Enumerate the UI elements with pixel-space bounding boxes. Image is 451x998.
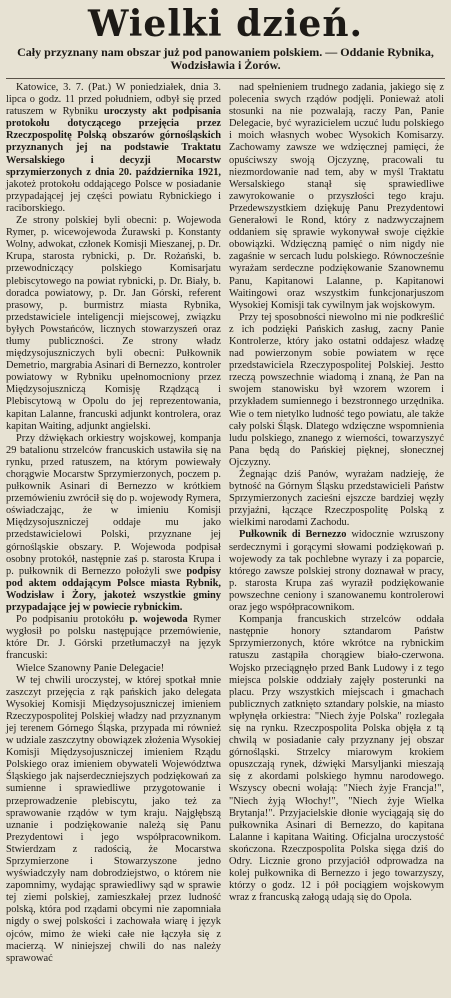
paragraph-text: Przy dźwiękach orkiestry wojskowej, kompanja 29 batalionu strzelców francuskich ustawiła się na rynku, przed ratuszem, na którym powiewały chorągwie Mocarstw Sprzymierzonych, poczem p. pułkownik Asinari di Bernezzo w krótkiem przemówieniu zwrócił się do p. wojewody Rymera, oświadczając, że w imieniu Komisji Międzysojuszniczej oddaje mu jako przedstawicielowi Polski, przyznane jej górnośląskie obszary. P. Wojewoda podpisał osobny protokół, następnie zaś p. starosta Krupa i p. pułkownik di Bernezzo położyli swe [6, 432, 221, 577]
paragraph-text: Po podpisaniu protokółu [16, 614, 130, 626]
paragraph-text: Kompanja francuskich strzelców oddała następnie honory sztandarom Państw Sprzymierzonych, które wkrótce na rybnickim ratuszu zastąpiła chorągiew biało-czerwona. Wojsko przeciągnęło przed Bank Ludowy i z tego miejsca polskie oddziały zajęły posterunki na placu. Przy wszystkich miejscach i gmachach publicznych zatknięto sztandary polskie, na miasto wpłynęła orkiestra: "Niech żyje Polska" rozlegała się na rynku. Rzeczpospolita Polska objęła z tą chwilą w posiadanie cały przyznany jej obszar górnośląski. Strzelcy miarowym krokiem opuszczają rynek, dźwięki Marsyljanki mieszają się z akordami polskiego hymnu narodowego. Wszyscy obecni wołają: "Niech żyje Francja!", "Niech żyją Włochy!", "Niech żyje Wielka Brytanja!". Przyjacielskie dłonie wyciągają się do pułkownika Asinari di Bernezzo, do kapitana Lalanne i kapitana Waiting. Oficjalna uroczystość skończona. Rzeczpospolita Polska sięga dziś do Odry. Licznie grono przyjaciół odprowadza na kolej pułkownika di Bernezzo i jego towarzyszy, którzy o godz. 12 i pół pociągiem wojskowym wraz z francuską załogą udają się do Opola. [229, 614, 444, 904]
article-paragraph [6, 215, 221, 433]
bold-text: podpisy pod aktem oddającym Polsce miasta Rybnik, Wodzisław i Żory, jakoteż wszystkie gminy przypadające jej w powiecie rybnickim. [6, 565, 221, 614]
article-paragraph [229, 469, 444, 529]
paragraph-text: W tej chwili uroczystej, w której spotkał mnie zaszczyt przejęcia z rąk pańskich jako delegata Wysokiej Komisji Międzysojuszniczej imieniem Rzeczypospolitej Polskiej władzy nad przyznanym jej terenem Górnego Śląska, przypada mi również w udziale zaszczytny obowiązek złożenia Wysokiej Komisji Międzysojuszniczej imieniem Rządu Polskiego oraz imieniem obywateli Województwa Śląskiego jak najserdeczniejszych podziękowań za sumienne i sprawiedliwe przygotowanie i przeprowadzenie plebiscytu, jako też za sprawowanie rządów w tym kraju. Najgłębszą uznanie i podziękowanie należą się Panu Prezydentowi i jego współpracownikom. Stwierdzam z radością, że Mocarstwa Sprzymierzone i Stowarzyszone jedno wyświadczyły nam dobrodziejstwo, o którem nie zapomnimy, wydając sprawiedliwy sąd w sprawie tej ziemi polskiej, zamieszkałej przez ludność polską, która pod rządami obcymi nie zapomniała nigdy o swej polskości i zachowała wiarę i język ojców, mimo że wieki całe nie łączyła się z macierzą. W niniejszej chwili do nas należy sprawować [6, 674, 221, 964]
bold-text: p. wojewoda [129, 614, 188, 626]
article-subheadline: Cały przyznany nam obszar już pod panowaniem polskiem. — Oddanie Rybnika, Wodzisławia i Żorów. [17, 45, 434, 72]
article-paragraph [6, 614, 221, 662]
paragraph-text: jakoteż protokołu oddającego Polsce w posiadanie przypadającej jej części powiatu Rybnickiego i raciborskiego. [6, 178, 221, 214]
article-column-right [229, 82, 444, 965]
article-column-left [6, 82, 221, 965]
article-paragraph [229, 312, 444, 469]
article-paragraph [6, 82, 221, 215]
article-paragraph [6, 663, 221, 675]
divider [6, 78, 445, 79]
paragraph-text: Żegnając dziś Panów, wyrażam nadzieję, że bytność na Górnym Śląsku przedstawicieli Państw Sprzymierzonych zacieśni ejszcze bardziej węzły przyjaźni, łączące Rzeczpospolitę Polską z wielkimi narodami Zachodu. [229, 469, 444, 529]
article-paragraph [229, 82, 444, 312]
article-paragraph [229, 614, 444, 904]
article-paragraph [6, 675, 221, 965]
paragraph-text: nad spełnieniem trudnego zadania, jakiego się z polecenia swych rządów podjęli. Ponieważ atoli stosunki na nie pozwalają, raczy Pan, Panie Delegacie, być wyrazicielem uczuć ludu polskiego i moich własnych wobec Wysokich Komisarzy. Zachowamy zawsze we wdzięcznej pamięci, że opuściwszy swoją Ojczyznę, pracowali tu niezmordowanie nad tem, aby w myśl Traktatu Wersalskiego stanął się sprawiedliwe zawyrokowanie o przyszłości tego kraju. Przedewszystkiem dziękuję Panu Prezydentowi Generałowi le Rond, który z nadzwyczajnem oddaniem się sprawie wykonywał swoje ciężkie obowiązki. Wdzięczną pamięć o nim nigdy nie zagaśnie w sercach ludu polskiego. Równocześnie wyrażam serdeczne podziękowanie Szanownemu Panu, Kapitanowi Lalanne, p. Kapitanowi Waitingowi oraz wszystkim funkcjonarjuszom Wysokiej Komisji tak cywilnym jak wojskowym. [229, 82, 444, 311]
article-headline: Wielki dzień. [87, 3, 364, 45]
paragraph-text: Wielce Szanowny Panie Delegacie! [16, 662, 165, 674]
paragraph-text: Rymer wygłosił po polsku następujące przemówienie, które Dr. J. Górski przetłumaczył na język francuski: [6, 614, 221, 662]
bold-text: Pułkownik di Bernezzo [239, 529, 347, 541]
article-columns [6, 82, 445, 965]
paragraph-text: widocznie wzruszony serdecznymi i gorącymi słowami podziękowań p. wojewody za tak pochlebne wyrazy i za poparcie, którego zawsze polskiej strony doznawał w pracy, p. starosta Krupa zaś wyraził podziękowanie powszechne ceniony i szanowanemu kontrolerowi oraz jego współpracownikom. [229, 529, 444, 614]
article-paragraph [229, 529, 444, 614]
paragraph-text: Przy tej sposobności niewolno mi nie podkreślić z ich podzięki Pańskich zasług, zacny Panie Kontrolerze, który jako ostatni oddajesz władzę nad powierzonym sobie powiatem w ręce przedstawiciela Rzeczypospolitej Polskiej. Jestto rzeczą powszechnie wiadomą i znaną, że Pan na swojem stanowisku był wzorem wzorem i przykładem sumiennego i bezstronnego urzędnika. Wie o tem nietylko ludność tego powiatu, ale także cały polski Śląsk. Dlatego wdzięczne wspomnienia ludu polskiego, znanego z wierności, towarzyszyć Pana będą do Pańskiej pięknej, słonecznej Ojczyzny. [229, 311, 444, 468]
paragraph-text: Katowice, 3. 7. (Pat.) W poniedziałek, dnia 3. lipca o godz. 11 przed południem, odbył się przed ratuszem w Rybniku [6, 82, 221, 118]
bold-text: uroczysty akt podpisania protokołu dotyczącego przejęcia przez Rzeczpospolitę Polską obszarów górnośląskich przyznanych jej na podstawie Traktatu Wersalskiego i decyzji Mocarstw sprzymierzonych z dnia 20. października 1921, [6, 106, 221, 178]
paragraph-text: Ze strony polskiej byli obecni: p. Wojewoda Rymer, p. wicewojewoda Żurawski p. Konstanty Wolny, adwokat, członek Komisji Mieszanej, p. Dr. Krupa, starosta rybnicki, p. Dr. Rożański, b. przewodniczący polskiego Komisarjatu plebiscytowego na powiat rybnicki, p. Dr. Biały, b. doradca powiatowy, p. Dr. Jan Górski, referent prasowy, p. burmistrz miasta Rybnika, przedstawiciele inteligencji miejscowej, związku byłych Powstańców, licznych stowarzyszeń oraz tłumy publiczności. Ze strony władz międzysojuszniczych byli obecni: Pułkownik Demetrio, margrabia Asinari di Bernezzo, kontroler powiatowy w Rybniku upełnomocniony przez Międzysojuszniczą Komisję Rządzącą i Plebiscytową w Opolu do jej reprezentowania, kapitan Lalanne, francuski adjunkt kontrolera, oraz kapitan Waiting, adjunkt angielski. [6, 215, 221, 432]
article-paragraph [6, 433, 221, 614]
